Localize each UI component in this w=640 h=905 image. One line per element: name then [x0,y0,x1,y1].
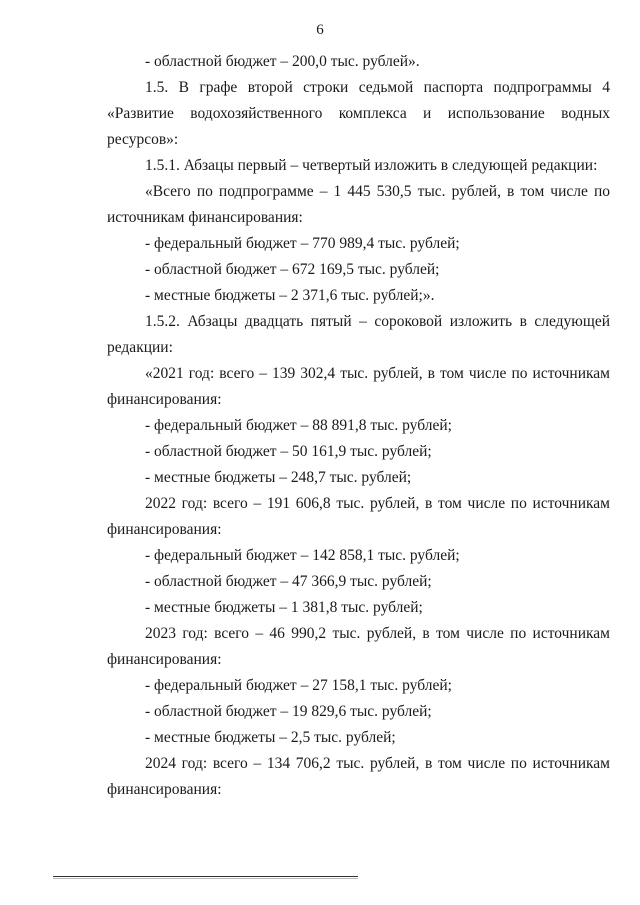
paragraph-2021-total: «2021 год: всего – 139 302,4 тыс. рублей, в том числе по источникам финансирования: [107,365,610,408]
paragraph-2024-total: 2024 год: всего – 134 706,2 тыс. рублей, в том числе по источникам финансирования: [107,755,610,798]
paragraph-federal-budget-total: - федеральный бюджет – 770 989,4 тыс. рублей; [145,235,460,252]
paragraph-subprogram-total: «Всего по подпрограмме – 1 445 530,5 тыс. рублей, в том числе по источникам финансирования: [107,183,610,226]
paragraph-2022-regional: - областной бюджет – 47 366,9 тыс. рублей; [145,573,432,590]
document-body [107,49,610,803]
paragraph-2022-total: 2022 год: всего – 191 606,8 тыс. рублей, в том числе по источникам финансирования: [107,495,610,538]
paragraph-1-5-heading: 1.5. В графе второй строки седьмой паспорта подпрограммы 4 «Развитие водохозяйственного комплекса и использование водных ресурсов»: [107,79,610,148]
paragraph-local-budgets: - местные бюджеты – 2 371,6 тыс. рублей;». [145,287,435,304]
paragraph-1-5-1-heading: 1.5.1. Абзацы первый – четвертый изложить в следующей редакции: [145,157,598,174]
paragraph-2022-local: - местные бюджеты – 1 381,8 тыс. рублей; [145,599,423,616]
paragraph-2022-federal: - федеральный бюджет – 142 858,1 тыс. рублей; [145,547,460,564]
footer-divider [53,876,358,877]
paragraph-2023-federal: - федеральный бюджет – 27 158,1 тыс. рублей; [145,677,452,694]
paragraph-2021-federal: - федеральный бюджет – 88 891,8 тыс. рублей; [145,417,452,434]
paragraph-2021-regional: - областной бюджет – 50 161,9 тыс. рублей; [145,443,432,460]
paragraph-2023-total: 2023 год: всего – 46 990,2 тыс. рублей, в том числе по источникам финансирования: [107,625,610,668]
paragraph-2021-local: - местные бюджеты – 248,7 тыс. рублей; [145,469,412,486]
footer-divider-shadow [53,878,358,879]
page-number: 6 [316,22,324,38]
paragraph-regional-budget: - областной бюджет – 672 169,5 тыс. рублей; [145,261,440,278]
paragraph-2023-regional: - областной бюджет – 19 829,6 тыс. рублей; [145,703,432,720]
paragraph-regional-budget-total: - областной бюджет – 200,0 тыс. рублей». [145,53,420,70]
paragraph-2023-local: - местные бюджеты – 2,5 тыс. рублей; [145,729,396,746]
paragraph-1-5-2-heading: 1.5.2. Абзацы двадцать пятый – сороковой изложить в следующей редакции: [107,313,610,356]
